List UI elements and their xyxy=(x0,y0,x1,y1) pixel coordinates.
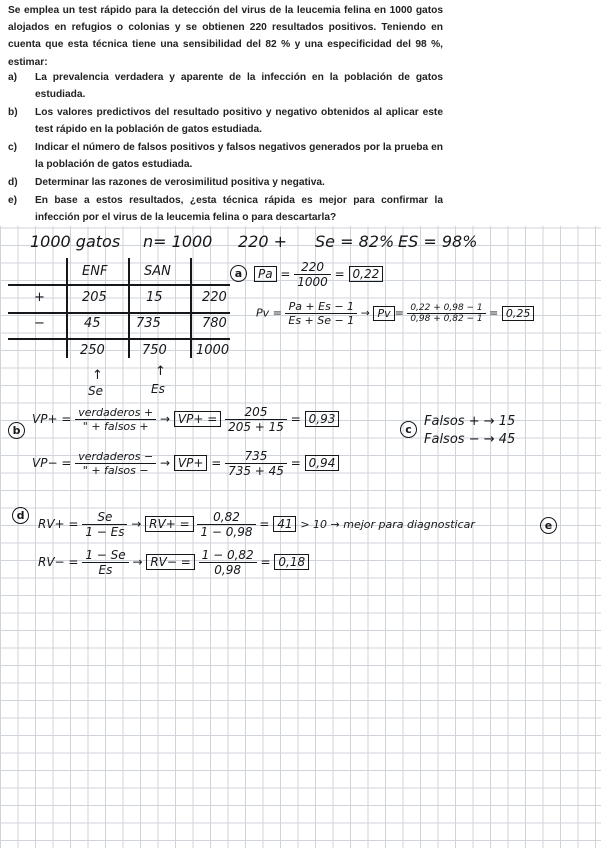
vpp-formula: VP+ = $\frac{\text{verdaderos +}}{\text{" + falsos +}}$ → VP+ = $\frac{205}{205 + 15}$ = 0,93 xyxy=(32,405,339,434)
pv-label-boxed: Pv xyxy=(373,306,394,321)
rvp-note: > 10 → mejor para diagnosticar xyxy=(300,518,475,531)
notes-sensitivity: Se = 82% xyxy=(315,232,395,251)
cell-fn: 45 xyxy=(84,316,101,331)
question-text: En base a estos resultados, ¿esta técnica rápida es mejor para confirmar la infección por el virus de la leucemia felina o para descartarla? xyxy=(35,195,443,224)
pa-formula: Pa = $\frac{220}{1000}$ = 0,22 xyxy=(254,260,383,289)
cell-total: 1000 xyxy=(196,343,230,358)
vpp-fraction: $\frac{\text{verdaderos +}}{\text{" + falsos +}}$ xyxy=(75,406,156,433)
vpp-label: VP+ = xyxy=(32,412,72,426)
table-line xyxy=(8,284,230,286)
col-header-enf: ENF xyxy=(82,264,108,279)
rvp-values-fraction: $\frac{0,82}{1 - 0,98}$ xyxy=(197,510,255,539)
pv-values-fraction: $\frac{0,22 + 0,98 - 1}{0,98 + 0,82 - 1}$ xyxy=(407,303,485,324)
notes-positives: 220 + xyxy=(238,232,288,251)
cell-vp: 205 xyxy=(82,290,107,305)
question-letter: e) xyxy=(8,195,18,206)
table-line xyxy=(8,312,230,314)
rvp-label: RV+ = xyxy=(38,517,79,531)
table-line xyxy=(66,258,68,358)
notes-gatos: 1000 gatos xyxy=(30,232,121,251)
cell-total-positive: 220 xyxy=(202,290,227,305)
marker-a: a xyxy=(230,262,247,282)
rvp-label-boxed: RV+ = xyxy=(145,516,193,532)
cell-vn: 735 xyxy=(136,316,161,331)
false-positives: Falsos + → 15 xyxy=(424,414,516,429)
table-line xyxy=(8,338,230,340)
question-text: Los valores predictivos del resultado positivo y negativo obtenidos al aplicar este test rápido en la población de gatos estudiada. xyxy=(35,107,443,136)
rvn-label: RV− = xyxy=(38,555,79,569)
pa-result: 0,22 xyxy=(349,266,384,282)
problem-intro: Se emplea un test rápido para la detección del virus de la leucemia felina en 1000 gatos alojados en refugios o colonias y se obtienen 220 resultados positivos. Teniendo en cuenta que esta técnica tiene una sensibilidad del 82 % y una especificidad del 98 %, estimar: xyxy=(8,5,443,68)
question-text: Indicar el número de falsos positivos y falsos negativos generados por la prueba en la población de gatos estudiada. xyxy=(35,142,443,171)
vpn-label: VP− = xyxy=(32,456,72,470)
question-letter: a) xyxy=(8,72,18,83)
col-header-san: SAN xyxy=(144,264,171,279)
notes-n: n= 1000 xyxy=(143,232,213,251)
rvn-fraction: $\frac{1 - Se}{Es}$ xyxy=(82,548,128,577)
table-line xyxy=(190,258,192,358)
table-line xyxy=(128,258,130,358)
pv-fraction: $\frac{Pa + Es - 1}{Es + Se - 1}$ xyxy=(285,300,357,327)
pv-formula: Pv = $\frac{Pa + Es - 1}{Es + Se - 1}$ → Pv = $\frac{0,22 + 0,98 - 1}{0,98 + 0,82 - 1}$ = 0,25 xyxy=(256,300,534,327)
cell-fp: 15 xyxy=(146,290,163,305)
cell-total-negative: 780 xyxy=(202,316,227,331)
rvp-result: 41 xyxy=(273,516,296,532)
false-negatives: Falsos − → 45 xyxy=(424,432,516,447)
question-letter: d) xyxy=(8,177,18,188)
pa-label: Pa xyxy=(254,266,277,282)
row-label-positive: + xyxy=(34,290,45,305)
arrow-up-icon: ↑ xyxy=(155,364,166,379)
marker-b: b xyxy=(8,419,25,439)
arrow-label-se: Se xyxy=(88,384,103,398)
vpn-label-boxed: VP+ xyxy=(174,455,208,471)
cell-total-san: 750 xyxy=(142,343,167,358)
rvn-label-boxed: RV− = xyxy=(146,554,194,570)
vpn-values-fraction: $\frac{735}{735 + 45}$ xyxy=(225,449,287,478)
rvn-values-fraction: $\frac{1 - 0,82}{0,98}$ xyxy=(199,548,257,577)
pv-label: Pv xyxy=(256,306,270,320)
vpp-result: 0,93 xyxy=(305,411,340,427)
question-letter: c) xyxy=(8,142,18,153)
marker-c: c xyxy=(400,418,417,438)
row-label-negative: − xyxy=(34,316,45,331)
arrow-label-es: Es xyxy=(151,382,165,396)
question-letter: b) xyxy=(8,107,18,118)
vpp-values-fraction: $\frac{205}{205 + 15}$ xyxy=(225,405,287,434)
marker-d: d xyxy=(12,504,29,524)
rvp-fraction: $\frac{Se}{1 - Es}$ xyxy=(82,510,127,539)
arrow-up-icon: ↑ xyxy=(92,368,103,383)
rvn-formula: RV− = $\frac{1 - Se}{Es}$ → RV− = $\frac{1 - 0,82}{0,98}$ = 0,18 xyxy=(38,548,309,577)
problem-statement xyxy=(0,0,601,226)
marker-e: e xyxy=(540,514,557,534)
vpp-label-boxed: VP+ = xyxy=(174,411,221,427)
notes-specificity: ES = 98% xyxy=(398,232,478,251)
vpn-formula: VP− = $\frac{\text{verdaderos −}}{\text{" + falsos −}}$ → VP+ = $\frac{735}{735 + 45}$ = 0,94 xyxy=(32,449,339,478)
question-text: La prevalencia verdadera y aparente de la infección en la población de gatos estudiada. xyxy=(35,72,443,101)
question-text: Determinar las razones de verosimilitud positiva y negativa. xyxy=(35,177,325,188)
pv-result: 0,25 xyxy=(502,306,535,321)
pa-fraction: $\frac{220}{1000}$ xyxy=(294,260,331,289)
cell-total-enf: 250 xyxy=(80,343,105,358)
vpn-result: 0,94 xyxy=(305,455,340,471)
rvn-result: 0,18 xyxy=(274,554,309,570)
rvp-formula: RV+ = $\frac{Se}{1 - Es}$ → RV+ = $\frac{0,82}{1 - 0,98}$ = 41 > 10 → mejor para diagnosticar xyxy=(38,510,475,539)
vpn-fraction: $\frac{\text{verdaderos −}}{\text{" + falsos −}}$ xyxy=(75,450,156,477)
